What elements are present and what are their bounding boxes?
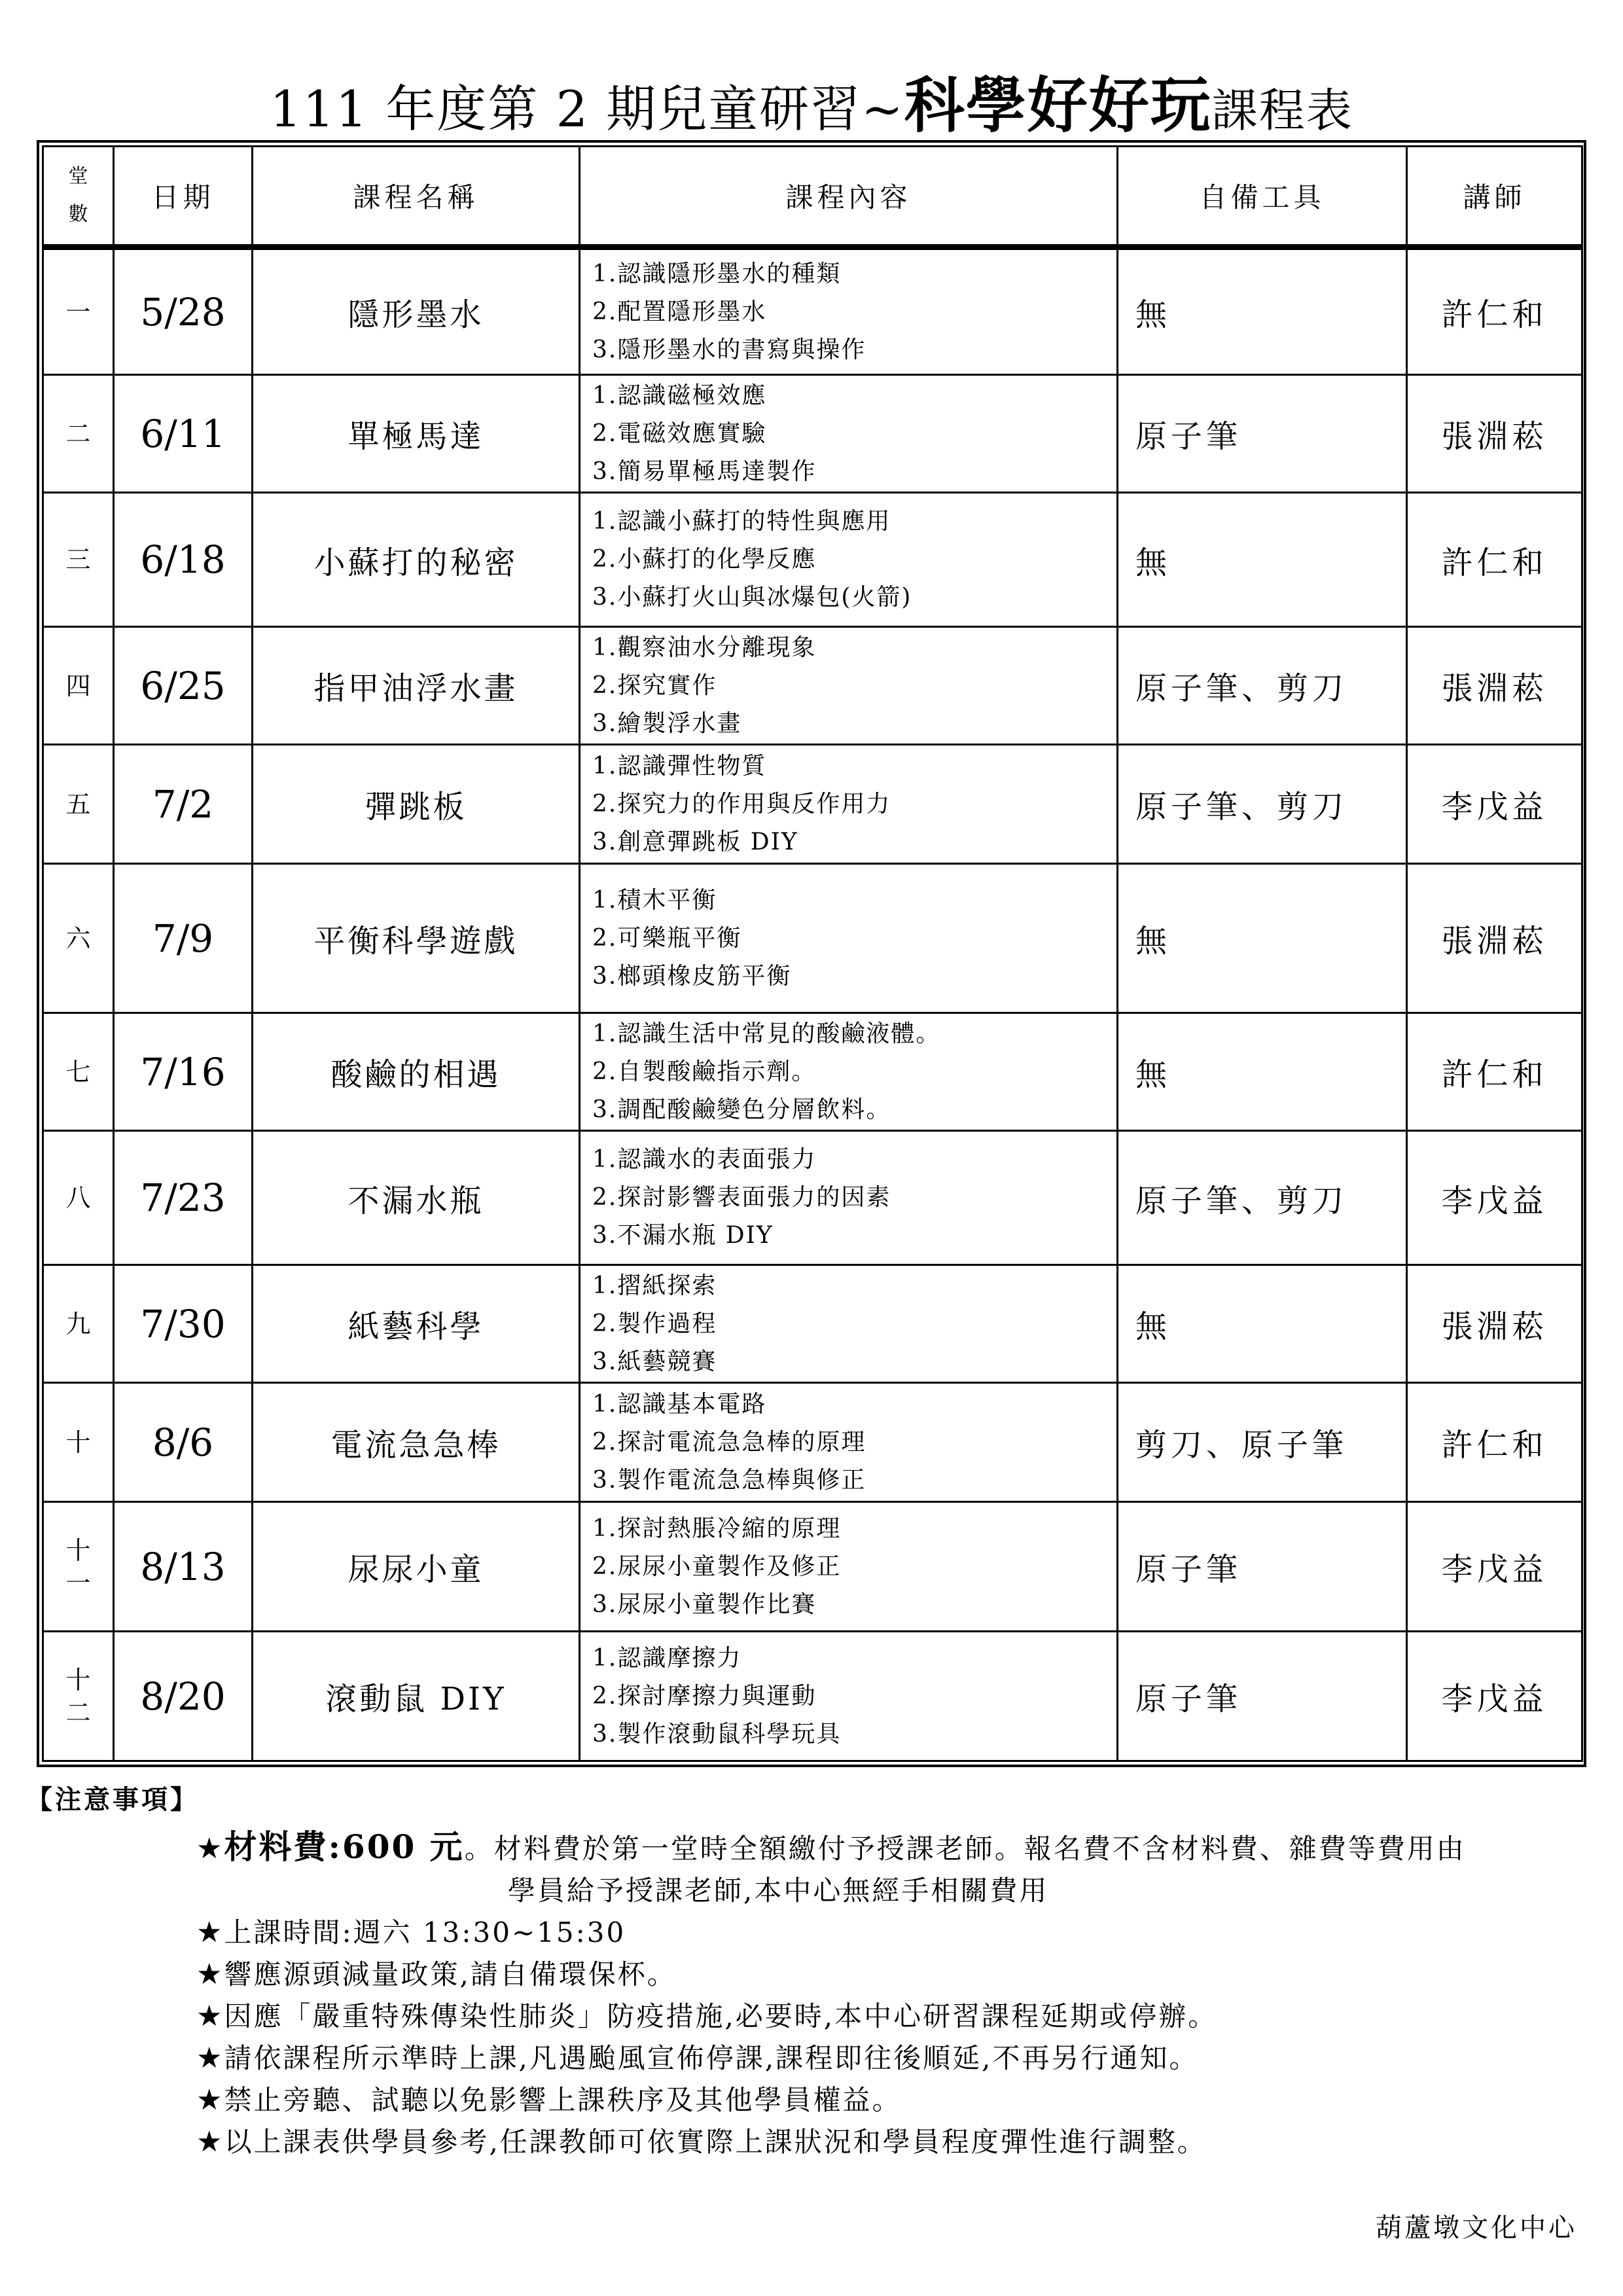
note-item: [196, 1954, 1571, 1996]
course-content: [580, 1013, 1118, 1131]
teacher-name: 李戊益: [1407, 1131, 1582, 1265]
course-content: [580, 864, 1118, 1013]
content-line: 2.探究實作: [592, 672, 717, 699]
star-icon: ★: [196, 2083, 224, 2117]
course-content: [580, 1265, 1118, 1383]
content-line: 1.摺紙探索: [592, 1272, 717, 1299]
note-text: 響應源頭減量政策,請自備環保杯。: [224, 1958, 677, 1990]
course-content: [580, 1632, 1118, 1761]
course-content: [580, 627, 1118, 745]
header-teacher: 講師: [1407, 147, 1582, 247]
content-line: 3.調配酸鹼變色分層飲料。: [592, 1096, 891, 1123]
star-icon: ★: [196, 1958, 224, 1991]
title-suffix: 課程表: [1211, 84, 1353, 137]
content-line: 3.隱形墨水的書寫與操作: [592, 336, 866, 363]
session-date: 6/11: [114, 375, 253, 493]
star-icon: ★: [196, 2041, 224, 2075]
teacher-name: 張淵菘: [1407, 627, 1582, 745]
star-icon: ★: [196, 2000, 224, 2033]
content-line: 2.可樂瓶平衡: [592, 924, 742, 952]
course-name: 平衡科學遊戲: [253, 864, 580, 1013]
content-line: 3.尿尿小童製作比賽: [592, 1590, 817, 1618]
schedule-table: [42, 145, 1583, 1762]
table-row: [43, 1131, 1582, 1265]
content-line: 2.探討影響表面張力的因素: [592, 1184, 891, 1211]
teacher-name: 李戊益: [1407, 745, 1582, 864]
title-highlight: 科學好好玩: [904, 70, 1212, 141]
session-date: 8/20: [114, 1632, 253, 1761]
note-text: 以上課表供學員參考,任課教師可依實際上課狀況和學員程度彈性進行調整。: [224, 2126, 1207, 2158]
content-line: 2.小蘇打的化學反應: [592, 546, 817, 573]
content-line: 1.認識磁極效應: [592, 382, 767, 409]
teacher-name: 許仁和: [1407, 247, 1582, 375]
content-line: 2.配置隱形墨水: [592, 298, 767, 325]
table-row: [43, 493, 1582, 627]
course-name: 紙藝科學: [253, 1265, 580, 1383]
teacher-name: 許仁和: [1407, 493, 1582, 627]
course-name: 隱形墨水: [253, 247, 580, 375]
table-row: [43, 1502, 1582, 1632]
footer-organization: 葫蘆墩文化中心: [1376, 2213, 1577, 2243]
required-tools: 剪刀、原子筆: [1118, 1383, 1407, 1502]
course-name: 滾動鼠 DIY: [253, 1632, 580, 1761]
session-number: 五: [43, 745, 114, 864]
note-fee: [196, 1826, 1571, 1870]
session-number: 十 二: [43, 1632, 114, 1761]
content-line: 1.認識摩擦力: [592, 1644, 742, 1672]
note-text: 上課時間:週六 13:30~15:30: [224, 1916, 626, 1948]
required-tools: 原子筆: [1118, 375, 1407, 493]
content-line: 2.探討電流急急棒的原理: [592, 1428, 866, 1456]
header-session-count: 堂 數: [43, 147, 114, 247]
table-row: [43, 864, 1582, 1013]
session-number: 四: [43, 627, 114, 745]
session-date: 8/13: [114, 1502, 253, 1632]
content-line: 1.認識水的表面張力: [592, 1146, 817, 1173]
course-content: [580, 1383, 1118, 1502]
session-date: 7/9: [114, 864, 253, 1013]
header-course-name: 課程名稱: [253, 147, 580, 247]
required-tools: 原子筆: [1118, 1502, 1407, 1632]
content-line: 1.觀察油水分離現象: [592, 634, 817, 661]
required-tools: 無: [1118, 493, 1407, 627]
session-number: 七: [43, 1013, 114, 1131]
course-name: 彈跳板: [253, 745, 580, 864]
content-line: 3.小蘇打火山與冰爆包(火箭): [592, 584, 912, 611]
star-icon: ★: [196, 1832, 224, 1865]
schedule-table-frame: [37, 140, 1586, 1767]
session-date: 6/18: [114, 493, 253, 627]
notes-list: [196, 1826, 1571, 2163]
note-item: [196, 2037, 1571, 2079]
course-content: [580, 247, 1118, 375]
content-line: 1.探討熱脹冷縮的原理: [592, 1515, 842, 1542]
course-content: [580, 375, 1118, 493]
session-number: 十 一: [43, 1502, 114, 1632]
session-number: 二: [43, 375, 114, 493]
session-date: 5/28: [114, 247, 253, 375]
note-text: 因應「嚴重特殊傳染性肺炎」防疫措施,必要時,本中心研習課程延期或停辦。: [224, 2000, 1218, 2032]
table-row: [43, 745, 1582, 864]
required-tools: 無: [1118, 1013, 1407, 1131]
content-line: 3.紙藝競賽: [592, 1348, 717, 1375]
session-number: 一: [43, 247, 114, 375]
note-item: [196, 1996, 1571, 2037]
content-line: 3.製作電流急急棒與修正: [592, 1466, 866, 1494]
content-line: 1.積木平衡: [592, 886, 717, 914]
fee-text: 。材料費於第一堂時全額繳付予授課老師。報名費不含材料費、雜費等費用由: [464, 1833, 1466, 1865]
teacher-name: 李戊益: [1407, 1502, 1582, 1632]
table-row: [43, 247, 1582, 375]
note-item: [196, 2079, 1571, 2121]
content-line: 2.探究力的作用與反作用力: [592, 790, 891, 817]
content-line: 1.認識生活中常見的酸鹼液體。: [592, 1020, 941, 1047]
required-tools: 原子筆、剪刀: [1118, 627, 1407, 745]
teacher-name: 許仁和: [1407, 1013, 1582, 1131]
session-date: 6/25: [114, 627, 253, 745]
course-name: 酸鹼的相遇: [253, 1013, 580, 1131]
session-date: 7/16: [114, 1013, 253, 1131]
course-content: [580, 493, 1118, 627]
table-row: [43, 1013, 1582, 1131]
table-row: [43, 375, 1582, 493]
content-line: 3.繪製浮水畫: [592, 709, 742, 737]
session-number: 十: [43, 1383, 114, 1502]
course-content: [580, 745, 1118, 864]
content-line: 2.自製酸鹼指示劑。: [592, 1058, 817, 1085]
content-line: 1.認識隱形墨水的種類: [592, 260, 842, 287]
course-name: 單極馬達: [253, 375, 580, 493]
session-date: 7/2: [114, 745, 253, 864]
star-icon: ★: [196, 2125, 224, 2159]
required-tools: 原子筆、剪刀: [1118, 1131, 1407, 1265]
content-line: 3.榔頭橡皮筋平衡: [592, 962, 792, 990]
session-date: 8/6: [114, 1383, 253, 1502]
content-line: 1.認識基本電路: [592, 1390, 767, 1418]
content-line: 2.探討摩擦力與運動: [592, 1682, 817, 1710]
fee-text-continued: 學員給予授課老師,本中心無經手相關費用: [508, 1874, 1049, 1907]
content-line: 2.尿尿小童製作及修正: [592, 1552, 842, 1580]
teacher-name: 張淵菘: [1407, 1265, 1582, 1383]
header-course-content: 課程內容: [580, 147, 1118, 247]
course-content: [580, 1131, 1118, 1265]
required-tools: 原子筆: [1118, 1632, 1407, 1761]
course-content: [580, 1502, 1118, 1632]
content-line: 1.認識小蘇打的特性與應用: [592, 508, 891, 535]
page-title: [0, 58, 1623, 144]
course-name: 指甲油浮水畫: [253, 627, 580, 745]
course-name: 電流急急棒: [253, 1383, 580, 1502]
content-line: 3.製作滾動鼠科學玩具: [592, 1720, 842, 1748]
table-row: [43, 627, 1582, 745]
teacher-name: 許仁和: [1407, 1383, 1582, 1502]
teacher-name: 張淵菘: [1407, 375, 1582, 493]
content-line: 3.不漏水瓶 DIY: [592, 1222, 774, 1249]
content-line: 2.製作過程: [592, 1310, 717, 1337]
content-line: 2.電磁效應實驗: [592, 420, 767, 447]
content-line: 3.簡易單極馬達製作: [592, 457, 817, 485]
star-icon: ★: [196, 1916, 224, 1949]
required-tools: 無: [1118, 247, 1407, 375]
required-tools: 無: [1118, 1265, 1407, 1383]
course-name: 小蘇打的秘密: [253, 493, 580, 627]
title-prefix: 111 年度第 2 期兒童研習~: [270, 80, 904, 138]
note-text: 禁止旁聽、試聽以免影響上課秩序及其他學員權益。: [224, 2084, 902, 2116]
session-number: 八: [43, 1131, 114, 1265]
content-line: 3.創意彈跳板 DIY: [592, 828, 798, 855]
table-row: [43, 1265, 1582, 1383]
session-number: 六: [43, 864, 114, 1013]
table-row: [43, 1632, 1582, 1761]
course-name: 不漏水瓶: [253, 1131, 580, 1265]
session-number: 九: [43, 1265, 114, 1383]
note-text: 請依課程所示準時上課,凡遇颱風宣佈停課,課程即往後順延,不再另行通知。: [224, 2042, 1199, 2074]
fee-label: 材料費:600 元: [224, 1827, 465, 1866]
header-tools: 自備工具: [1118, 147, 1407, 247]
teacher-name: 張淵菘: [1407, 864, 1582, 1013]
required-tools: 無: [1118, 864, 1407, 1013]
notes-heading: 【注意事項】: [26, 1784, 199, 1815]
course-name: 尿尿小童: [253, 1502, 580, 1632]
required-tools: 原子筆、剪刀: [1118, 745, 1407, 864]
session-date: 7/30: [114, 1265, 253, 1383]
session-number: 三: [43, 493, 114, 627]
content-line: 1.認識彈性物質: [592, 752, 767, 780]
teacher-name: 李戊益: [1407, 1632, 1582, 1761]
table-header-row: [43, 147, 1582, 247]
session-date: 7/23: [114, 1131, 253, 1265]
header-date: 日期: [114, 147, 253, 247]
table-row: [43, 1383, 1582, 1502]
note-item: [196, 2121, 1571, 2163]
note-item: [196, 1912, 1571, 1954]
